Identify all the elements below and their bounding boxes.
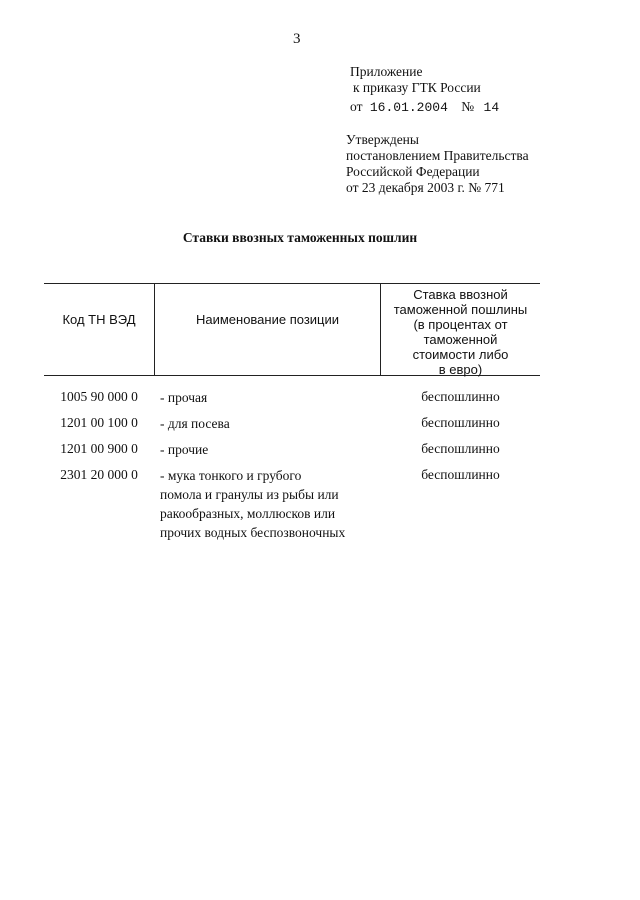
row-description: - прочие [160, 442, 209, 457]
rate-header-line: в евро) [438, 362, 483, 377]
appendix-block [350, 64, 499, 116]
row-description-line: помола и гранулы из рыбы или [160, 487, 339, 502]
column-header-rate [381, 287, 540, 377]
approved-label: Утверждены [346, 132, 419, 147]
appendix-date-line [350, 99, 499, 116]
approved-by-line: постановлением Правительства [346, 148, 529, 163]
rate-header-line: таможенной [423, 332, 498, 347]
row-description-line: ракообразных, моллюсков или [160, 506, 336, 521]
row-code: 2301 20 000 0 [60, 467, 138, 482]
rate-header-line: Ставка ввозной [413, 287, 508, 302]
row-rate: беспошлинно [421, 467, 500, 482]
appendix-number-prefix: № [461, 99, 475, 114]
approved-government-line: Российской Федерации [346, 164, 480, 179]
row-rate: беспошлинно [421, 389, 500, 404]
rate-header-line: стоимости либо [412, 347, 509, 362]
row-description: - для посева [160, 416, 230, 431]
row-code: 1201 00 900 0 [60, 441, 138, 456]
appendix-date-prefix: от [350, 99, 363, 114]
table-column-divider-1 [154, 283, 155, 375]
row-rate: беспошлинно [421, 441, 500, 456]
page-number: 3 [293, 31, 301, 47]
column-header-name: Наименование позиции [195, 312, 340, 327]
appendix-date: 16.01.2004 [369, 100, 448, 115]
row-description-line: прочих водных беспозвоночных [160, 525, 346, 540]
row-rate: беспошлинно [421, 415, 500, 430]
rate-header-line: таможенной пошлины [393, 302, 528, 317]
appendix-label: Приложение [350, 64, 423, 79]
table-top-border [44, 283, 540, 284]
approved-block [346, 132, 529, 196]
appendix-number: 14 [483, 100, 500, 115]
column-header-code: Код ТН ВЭД [62, 312, 136, 327]
row-code: 1201 00 100 0 [60, 415, 138, 430]
row-description: - прочая [160, 390, 208, 405]
row-code: 1005 90 000 0 [60, 389, 138, 404]
document-title: Ставки ввозных таможенных пошлин [182, 230, 418, 245]
approved-date-line: от 23 декабря 2003 г. № 771 [346, 180, 505, 195]
row-description [160, 466, 345, 542]
rate-header-line: (в процентах от [413, 317, 508, 332]
appendix-order-ref: к приказу ГТК России [353, 80, 481, 95]
row-description-line: - мука тонкого и грубого [160, 468, 302, 483]
